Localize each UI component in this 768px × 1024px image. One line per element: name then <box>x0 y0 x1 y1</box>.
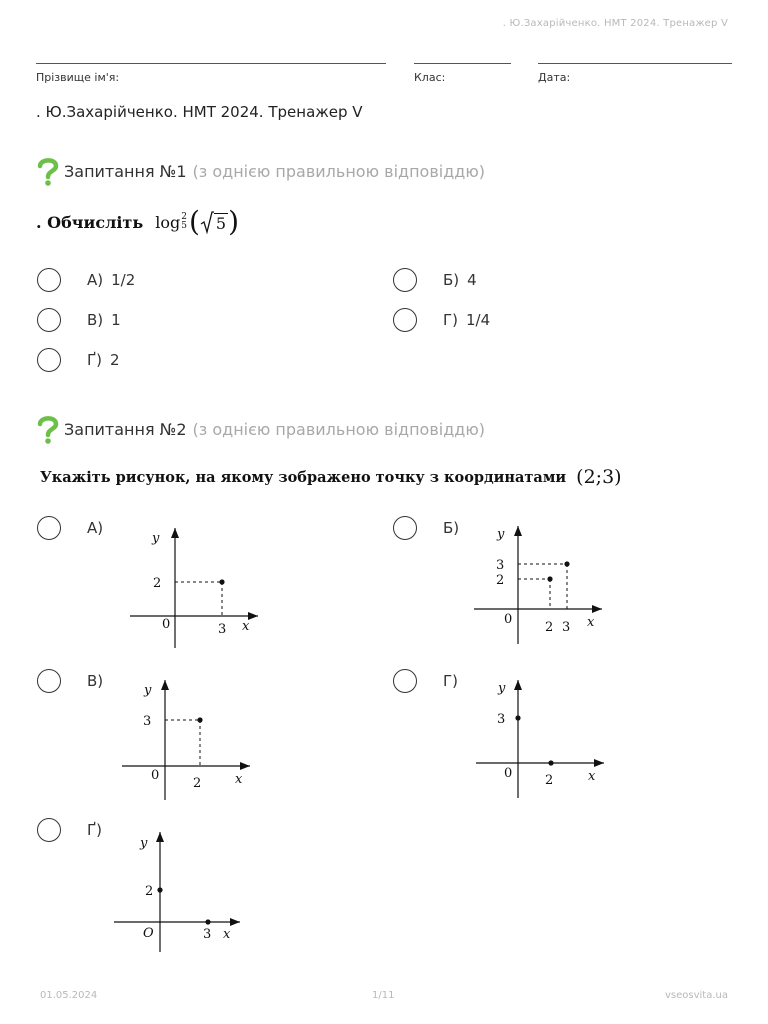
x-axis-arrow-icon <box>230 918 240 926</box>
option-value: 1/4 <box>466 311 491 329</box>
x-axis-arrow-icon <box>592 605 602 613</box>
question-2-text <box>40 466 622 488</box>
radio-button[interactable] <box>37 268 61 292</box>
option-letter: Г) <box>443 672 458 690</box>
y-axis-arrow-icon <box>161 680 169 690</box>
y-axis-label: y <box>140 836 148 851</box>
question-mark-icon <box>36 156 60 186</box>
option-letter: А) <box>87 519 104 537</box>
running-header: . Ю.Захарійченко. НМТ 2024. Тренажер V <box>502 18 728 29</box>
option-letter: Б) <box>443 271 460 289</box>
y-tick-label: 3 <box>496 558 505 573</box>
test-title: . Ю.Захарійченко. НМТ 2024. Тренажер V <box>36 103 363 121</box>
question-2-type: (з однією правильною відповіддю) <box>192 419 486 439</box>
log-expression: log 2 5 ( 5 ) <box>155 205 239 238</box>
option-value: 1/2 <box>111 271 136 289</box>
sqrt-radicand: 5 <box>215 213 227 233</box>
y-axis-label: y <box>144 683 152 698</box>
q2-option-v[interactable] <box>37 669 103 693</box>
radio-button[interactable] <box>37 348 61 372</box>
origin-label: 0 <box>504 766 513 781</box>
x-axis-label: x <box>242 619 250 634</box>
option-letter: В) <box>87 672 104 690</box>
question-1-type: (з однією правильною відповіддю) <box>192 161 486 181</box>
origin-label: 0 <box>162 617 171 632</box>
question-2-header <box>36 414 485 444</box>
y-tick-label: 2 <box>145 884 154 899</box>
y-axis-arrow-icon <box>514 680 522 690</box>
q2-option-g[interactable] <box>37 818 102 842</box>
x-tick-label: 3 <box>203 927 212 942</box>
q1-option-b[interactable] <box>393 268 477 292</box>
question-1-text <box>36 205 239 238</box>
question-2-prompt: Укажіть рисунок, на якому зображено точку з координатами <box>40 468 567 486</box>
point-marker <box>205 919 210 924</box>
question-2-coords: (2;3) <box>576 466 622 488</box>
radio-button[interactable] <box>37 516 61 540</box>
class-line[interactable] <box>414 63 511 64</box>
name-label: Прізвище ім'я: <box>36 71 120 84</box>
y-axis-arrow-icon <box>171 528 179 538</box>
origin-label: O <box>143 926 154 941</box>
y-axis-arrow-icon <box>514 526 522 536</box>
radio-button[interactable] <box>393 516 417 540</box>
y-tick-label: 2 <box>496 573 505 588</box>
option-value: 1 <box>111 311 121 329</box>
x-axis-label: x <box>587 615 595 630</box>
x-tick-label: 2 <box>545 773 554 788</box>
x-axis-label: x <box>588 769 596 784</box>
name-line[interactable] <box>36 63 386 64</box>
x-tick-label: 3 <box>218 622 227 637</box>
q1-option-g[interactable] <box>37 348 120 372</box>
radio-button[interactable] <box>37 308 61 332</box>
y-axis-label: y <box>497 527 505 542</box>
class-label: Клас: <box>414 71 446 84</box>
graph-option-v <box>118 674 258 804</box>
q2-option-h[interactable] <box>393 669 458 693</box>
graph-option-h <box>472 674 612 804</box>
question-2-title: Запитання №2 <box>64 419 187 439</box>
option-letter: Ґ) <box>87 351 102 369</box>
radio-button[interactable] <box>393 669 417 693</box>
date-line[interactable] <box>538 63 732 64</box>
x-axis-arrow-icon <box>248 612 258 620</box>
option-letter: А) <box>87 271 104 289</box>
point-marker <box>548 760 553 765</box>
x-axis-arrow-icon <box>594 759 604 767</box>
y-axis-label: y <box>498 681 506 696</box>
footer-page-number: 1/11 <box>372 990 395 1001</box>
point-marker <box>515 715 520 720</box>
point-marker <box>547 576 552 581</box>
x-tick-label: 2 <box>193 776 202 791</box>
x-axis-label: x <box>235 772 243 787</box>
option-value: 2 <box>110 351 120 369</box>
point-marker <box>157 887 162 892</box>
q2-option-a[interactable] <box>37 516 103 540</box>
radio-button[interactable] <box>393 268 417 292</box>
x-tick-label: 2 <box>545 620 554 635</box>
radio-button[interactable] <box>37 669 61 693</box>
question-1-prompt: . Обчисліть <box>36 212 144 232</box>
x-axis-label: x <box>223 927 231 942</box>
point-marker <box>564 561 569 566</box>
origin-label: 0 <box>151 768 160 783</box>
q2-option-b[interactable] <box>393 516 459 540</box>
y-tick-label: 3 <box>143 714 152 729</box>
x-tick-label: 3 <box>562 620 571 635</box>
x-axis-arrow-icon <box>240 762 250 770</box>
log-power: 2 <box>181 212 187 222</box>
sqrt-sign-icon <box>200 210 214 234</box>
radio-button[interactable] <box>393 308 417 332</box>
question-1-title: Запитання №1 <box>64 161 187 181</box>
q1-option-a[interactable] <box>37 268 135 292</box>
graph-option-b <box>470 520 610 650</box>
origin-label: 0 <box>504 612 513 627</box>
option-value: 4 <box>467 271 477 289</box>
point-marker <box>219 579 224 584</box>
y-tick-label: 2 <box>153 576 162 591</box>
point-marker <box>197 717 202 722</box>
question-1-header <box>36 156 485 186</box>
graph-option-a <box>120 520 270 650</box>
date-label: Дата: <box>538 71 571 84</box>
option-letter: Г) <box>443 311 458 329</box>
question-mark-icon <box>36 414 60 444</box>
log-func: log <box>155 212 181 232</box>
option-letter: Ґ) <box>87 821 102 839</box>
footer-date: 01.05.2024 <box>40 990 98 1001</box>
radio-button[interactable] <box>37 818 61 842</box>
y-axis-label: y <box>152 531 160 546</box>
q1-option-v[interactable] <box>37 308 121 332</box>
graph-option-g <box>110 828 250 956</box>
option-letter: Б) <box>443 519 460 537</box>
log-base: 5 <box>181 221 187 231</box>
q1-option-h[interactable] <box>393 308 490 332</box>
option-letter: В) <box>87 311 104 329</box>
footer-site: vseosvita.ua <box>665 990 728 1001</box>
y-tick-label: 3 <box>497 712 506 727</box>
y-axis-arrow-icon <box>156 832 164 842</box>
